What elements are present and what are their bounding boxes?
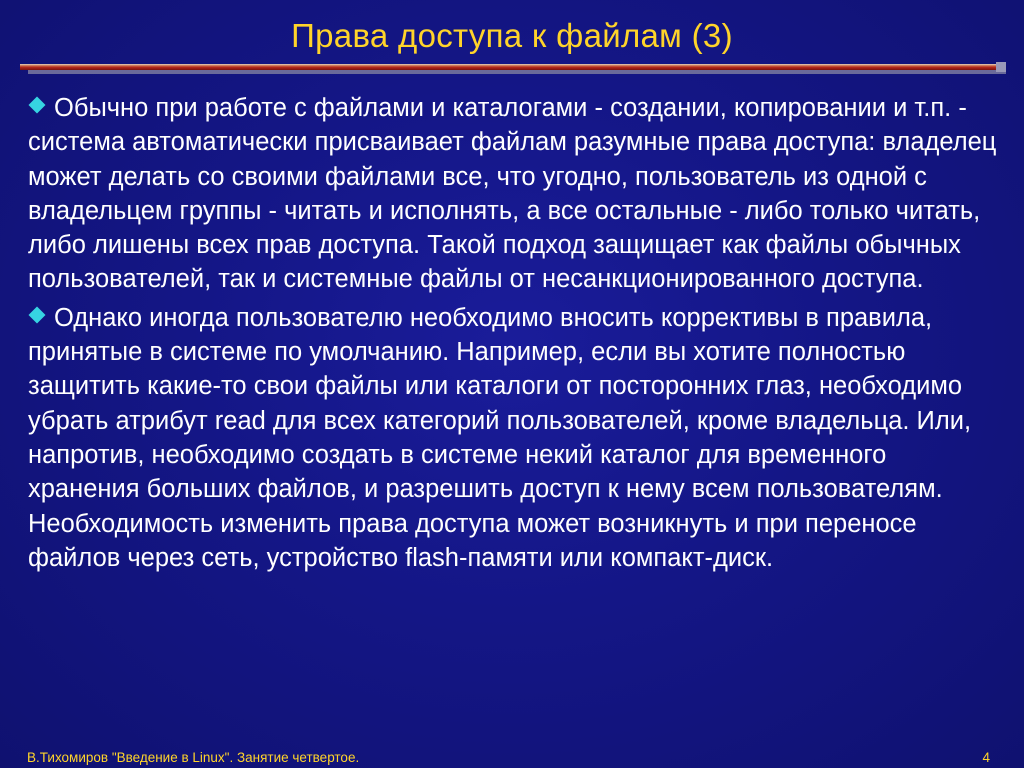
divider-bar — [20, 64, 996, 70]
slide-title: Права доступа к файлам (3) — [291, 17, 733, 54]
title-divider — [20, 62, 1006, 74]
paragraph-text: Однако иногда пользователю необходимо вносить коррективы в правила, принятые в системе по умолчанию. Например, если вы хотите полностью защитить какие-то свои файлы или каталоги от посторонних глаз, необходимо убрать атрибут read для всех категорий пользователей, кроме владельца. Или, напротив, необходимо создать в системе некий каталог для временного хранения больших файлов, и разрешить доступ к нему всем пользователям. Необходимость изменить права доступа может возникнуть и при переносе файлов через сеть, устройство flash-памяти или компакт-диск. — [28, 303, 972, 572]
divider-shadow — [28, 70, 1006, 74]
divider-cap — [996, 62, 1006, 72]
page-number: 4 — [982, 750, 990, 765]
footer-credit: В.Тихомиров "Введение в Linux". Занятие четвертое. — [27, 750, 360, 765]
diamond-bullet-icon — [29, 97, 46, 114]
paragraph-text: Обычно при работе с файлами и каталогами - создании, копировании и т.п. - система автоматически присваивает файлам разумные права доступа: владелец может делать со своими файлами все, что угодно, пользователь из одной с владельцем группы - читать и исполнять, а все остальные - либо только читать, либо лишены всех прав доступа. Такой подход защищает как файлы обычных пользователей, так и системные файлы от несанкционированного доступа. — [28, 94, 997, 294]
bullet-paragraph-1 — [28, 91, 998, 297]
diamond-bullet-icon — [29, 306, 46, 323]
slide-content — [28, 91, 998, 579]
bullet-paragraph-2 — [28, 301, 998, 575]
